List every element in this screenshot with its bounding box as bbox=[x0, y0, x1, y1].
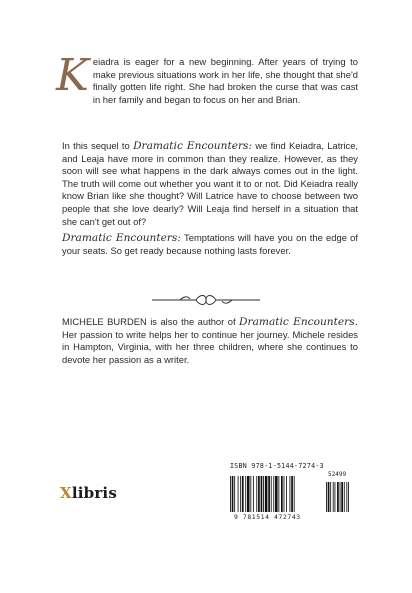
barcode-bar bbox=[240, 476, 241, 512]
barcode-bar bbox=[294, 476, 295, 512]
barcode-addon-bar bbox=[337, 482, 339, 512]
barcode-bar bbox=[263, 476, 264, 512]
barcode-bar bbox=[291, 476, 293, 512]
dropcap-letter: K bbox=[56, 50, 89, 101]
synopsis-book-title: Dramatic Encounters: bbox=[133, 140, 253, 152]
tagline-paragraph bbox=[62, 232, 358, 257]
barcode-addon-bar bbox=[326, 482, 327, 512]
author-bio-lead: MICHELE BURDEN is also the author of bbox=[62, 316, 236, 327]
barcode-bar bbox=[268, 476, 270, 512]
author-bio-paragraph bbox=[62, 316, 358, 366]
barcode-bar bbox=[284, 476, 285, 512]
barcode-bar bbox=[273, 476, 274, 512]
flourish-ornament-icon bbox=[150, 292, 262, 308]
barcode-bar bbox=[290, 476, 291, 512]
barcode-addon-bar bbox=[333, 482, 334, 512]
barcode-addon-bar bbox=[335, 482, 336, 512]
barcode-bar bbox=[247, 476, 250, 512]
barcode-digits: 9 781514 472743 bbox=[234, 513, 301, 521]
barcode-bar bbox=[230, 476, 231, 512]
barcode-addon-bar bbox=[348, 482, 349, 512]
barcode-addon-bar bbox=[341, 482, 343, 512]
barcode-bar bbox=[245, 476, 246, 512]
publisher-logo-initial: X bbox=[60, 484, 72, 502]
barcode-icon bbox=[228, 470, 356, 512]
barcode-bar bbox=[238, 476, 239, 512]
barcode-bar bbox=[261, 476, 263, 512]
intro-text: eiadra is eager for a new beginning. After years of trying to make previous situations work in her life, she thought that she'd finally gotten life right. She had broken the curse that was cast in her family and began to focus on her and Brian. bbox=[92, 56, 358, 105]
barcode-bar bbox=[250, 476, 251, 512]
synopsis-text: we find Keiadra, Latrice, and Leaja have more in common than they realize. However, as they soon will see what happens in the dark always comes out in the light. The truth will come out whether you want it to or not. Did Keiadra really know Brian like she thought? Will Latrice have to choose between two people that she love dearly? Will Leaja find herself in a situation that she can't get out of? bbox=[62, 140, 359, 227]
author-bio-text: Her passion to write helps her to continue her journey. Michele resides in Hampton, Virginia, with her three children, where she continues to devote her passion as a writer. bbox=[62, 328, 358, 365]
barcode-bar bbox=[234, 476, 235, 512]
barcode-bar bbox=[265, 476, 268, 512]
barcode-bar bbox=[278, 476, 279, 512]
barcode-bar bbox=[275, 476, 278, 512]
barcode-addon-bar bbox=[346, 482, 347, 512]
isbn-text: ISBN 978-1-5144-7274-3 bbox=[230, 462, 324, 470]
barcode-bar bbox=[256, 476, 257, 512]
intro-paragraph bbox=[56, 50, 358, 106]
barcode-bar bbox=[281, 476, 283, 512]
tagline-text: Temptations will have you on the edge of your seats. So get ready because nothing lasts forever. bbox=[62, 232, 358, 256]
price-code: 52499 bbox=[328, 471, 347, 478]
barcode-bar bbox=[253, 476, 254, 512]
barcode-addon-bar bbox=[340, 482, 341, 512]
synopsis-paragraph bbox=[62, 140, 358, 228]
barcode-bar bbox=[232, 476, 234, 512]
author-bio-book-title: Dramatic Encounters. bbox=[239, 316, 358, 328]
barcode-addon-bar bbox=[328, 482, 330, 512]
barcode-bar bbox=[258, 476, 260, 512]
barcode-bar bbox=[242, 476, 244, 512]
barcode-addon-bar bbox=[344, 482, 345, 512]
publisher-logo-rest: libris bbox=[71, 484, 117, 502]
barcode-addon-bar bbox=[330, 482, 331, 512]
barcode-bar bbox=[286, 476, 287, 512]
barcode-bar bbox=[271, 476, 272, 512]
tagline-book-title: Dramatic Encounters: bbox=[62, 232, 181, 244]
publisher-logo bbox=[60, 484, 117, 502]
synopsis-lead: In this sequel to bbox=[62, 140, 130, 151]
